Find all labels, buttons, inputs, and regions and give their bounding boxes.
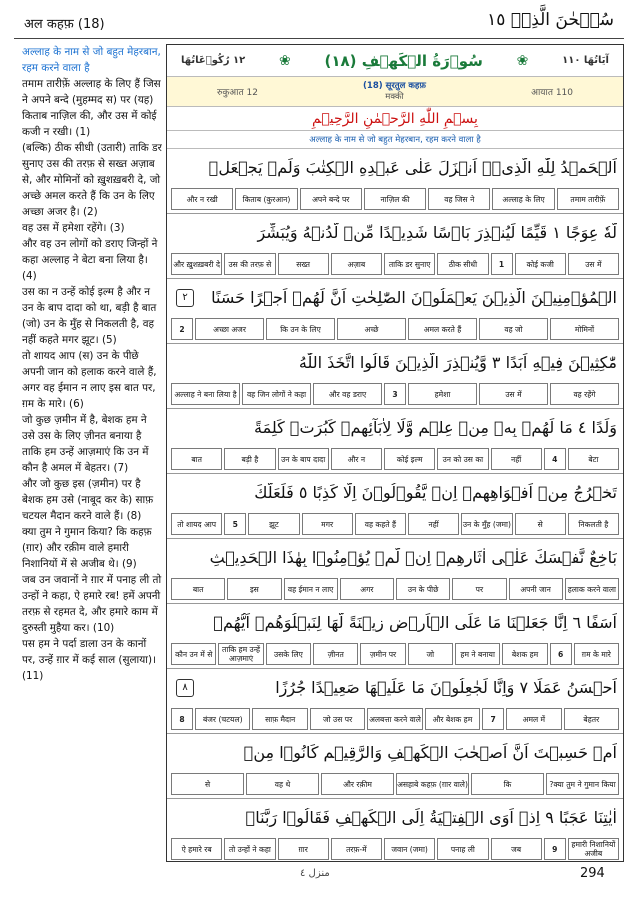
verse-block: [167, 799, 623, 862]
word-translation-row: [167, 381, 623, 408]
word-translation-row: [167, 836, 623, 862]
word-meaning-box: अपनी जान: [509, 578, 563, 600]
ayah-number-box: 3: [384, 383, 406, 405]
page-footer: [14, 866, 624, 888]
arabic-line: [167, 799, 623, 836]
arabic-line: [167, 539, 623, 576]
word-meaning-box: जवान (जमा): [384, 838, 435, 860]
word-meaning-box: तो उन्हों ने कहा: [224, 838, 275, 860]
word-meaning-box: नहीं: [491, 448, 542, 470]
arabic-text: تَخۡرُجُ مِنۡ اَفۡوَاهِهِمۡ اِنۡ يَّقُوۡلُوۡنَ اِلَّا كَذِبًا ٥ فَلَعَلَّكَ: [254, 483, 617, 502]
word-meaning-box: मोमिनों: [550, 318, 619, 340]
ayah-number-box: 6: [550, 643, 572, 665]
sura-subheading: [167, 77, 623, 107]
ayat-count-arabic: آيَاتُهَا ١١٠: [562, 55, 609, 66]
translation-paragraph: क्या तुम ने गुमान किया? कि कहफ़ (ग़ार) और रक़ीम वाले हमारी निशानियों में से अजीब थे। (9): [22, 526, 152, 570]
word-meaning-box: ताकि हम उन्हें आज़माएं: [218, 643, 263, 665]
word-meaning-box: उसके लिए: [266, 643, 311, 665]
word-meaning-box: बेहतर: [564, 708, 619, 730]
word-meaning-box: नाज़िल की: [364, 188, 426, 210]
word-meaning-box: बात: [171, 578, 225, 600]
arabic-line: [167, 344, 623, 381]
translation-paragraph: उस का न उन्हें कोई इल्म है और न उन के बाप दादा को था, बड़ी है बात (जो) उन के मुँह से निकलती है, वह नहीं कहते मगर झूट। (5): [22, 286, 157, 346]
word-meaning-box: अगर: [340, 578, 394, 600]
word-meaning-box: अमल करते हैं: [408, 318, 477, 340]
word-translation-row: [167, 576, 623, 603]
page-header: [14, 10, 624, 36]
arabic-text: اَحۡسَنُ عَمَلًا ٧ وَاِنَّا لَجٰعِلُوۡنَ مَا عَلَيۡهَا صَعِيۡدًا جُرُزًا: [275, 678, 617, 697]
arabic-line: [167, 214, 623, 251]
word-meaning-box: अपने बन्दे पर: [300, 188, 362, 210]
word-meaning-box: हलाक करने वाला: [565, 578, 619, 600]
word-meaning-box: अच्छा अजर: [195, 318, 264, 340]
word-meaning-box: असहाबे कहफ़ (ग़ार वाले): [396, 773, 469, 795]
translation-paragraph: वह उस में हमेशा रहेंगे। (3): [22, 222, 125, 234]
word-meaning-box: मगर: [302, 513, 353, 535]
arabic-text: اَسَفًا ٦ اِنَّا جَعَلۡنَا مَا عَلَی الۡاَرۡضِ زِيۡنَةً لَّهَا لِنَبۡلُوَهُمۡ اَيُّهُمۡ: [213, 613, 617, 632]
arabic-text: الۡمُؤۡمِنِيۡنَ الَّذِيۡنَ يَعۡمَلُوۡنَ الصّٰلِحٰتِ اَنَّ لَهُمۡ اَجۡرًا حَسَنًا: [211, 288, 617, 307]
translation-column: [22, 44, 162, 862]
word-meaning-box: पर: [452, 578, 506, 600]
word-meaning-box: बेटा: [568, 448, 619, 470]
ayah-number-box: 9: [544, 838, 566, 860]
word-translation-row: [167, 706, 623, 733]
translation-paragraph: और वह उन लोगों को डराए जिन्हों ने कहा अल्लाह ने बेटा बना लिया है। (4): [22, 238, 158, 282]
word-meaning-box: और बेशक हम: [425, 708, 480, 730]
word-meaning-box: वह कहते हैं: [355, 513, 406, 535]
verse-block: [167, 214, 623, 279]
word-meaning-box: तमाम तारीफ़ें: [557, 188, 619, 210]
arabic-line: [167, 734, 623, 771]
word-meaning-box: ज़मीन पर: [360, 643, 405, 665]
sura-heading: [167, 45, 623, 77]
word-translation-row: [167, 511, 623, 538]
arabic-text: اَلۡحَمۡدُ لِلّٰهِ الَّذِیۡۤ اَنۡزَلَ عَلٰی عَبۡدِهِ الۡكِتٰبَ وَلَمۡ يَجۡعَلۡ: [208, 158, 617, 177]
word-meaning-box: वह रहेंगे: [550, 383, 619, 405]
word-meaning-box: हम ने बनाया: [455, 643, 500, 665]
word-meaning-box: कौन उन में से: [171, 643, 216, 665]
arabic-line: [167, 279, 623, 316]
word-meaning-box: कि: [471, 773, 544, 795]
word-meaning-box: वह जिन लोगों ने कहा: [242, 383, 311, 405]
word-meaning-box: और वह डराए: [313, 383, 382, 405]
word-meaning-box: से: [515, 513, 566, 535]
para-ref-arabic: سُبۡحٰنَ الَّذِیۡ ١٥: [487, 10, 614, 30]
verse-block: [167, 734, 623, 799]
translation-paragraph: तो शायद आप (स) उन के पीछे अपनी जान को हलाक करने वाले हैं, अगर वह ईमान न लाए इस बात पर, ग़म के मारे। (6): [22, 350, 157, 410]
word-translation-row: [167, 186, 623, 213]
word-meaning-box: जब: [491, 838, 542, 860]
arabic-text: بَاخِعٌ نَّفۡسَكَ عَلٰۤی اٰثَارِهِمۡ اِنۡ لَّمۡ يُؤۡمِنُوۡا بِهٰذَا الۡحَدِيۡثِ: [209, 548, 617, 567]
verse-block: [167, 539, 623, 604]
ayah-end-marker: ٢: [176, 289, 194, 307]
word-meaning-box: ग़ार: [278, 838, 329, 860]
word-meaning-box: बात: [171, 448, 222, 470]
word-meaning-box: वह जिस ने: [428, 188, 490, 210]
page-number: 294: [580, 866, 605, 881]
sura-name-hindi: (18) सूरतुल कहफ़ मक्की: [363, 80, 426, 102]
manzil-label: منزل ٤: [300, 868, 330, 879]
ayah-number-box: 1: [491, 253, 513, 275]
word-meaning-box: अल्लाह ने बना लिया है: [171, 383, 240, 405]
arabic-line: [167, 669, 623, 706]
word-meaning-box: पनाह ली: [437, 838, 488, 860]
arabic-text: مّٰكِثِيۡنَ فِيۡهِ اَبَدًا ٣ وَّيُنۡذِرَ الَّذِيۡنَ قَالُوا اتَّخَذَ اللّٰهُ: [298, 353, 617, 372]
translation-paragraph: अल्लाह के नाम से जो बहुत मेहरबान, रहम करने वाला है: [22, 46, 161, 74]
star-icon: ❀: [516, 52, 529, 69]
bismillah-arabic: بِسۡمِ اللّٰهِ الرَّحۡمٰنِ الرَّحِيۡمِ: [167, 107, 623, 131]
arabic-text: اٰيٰتِنَا عَجَبًا ٩ اِذۡ اَوَی الۡفِتۡيَةُ اِلَی الۡكَهۡفِ فَقَالُوۡا رَبَّنَاۤ: [245, 808, 617, 827]
word-meaning-box: कोई कजी: [515, 253, 566, 275]
word-meaning-box: उस की तरफ़ से: [224, 253, 275, 275]
word-meaning-box: कोई इल्म: [384, 448, 435, 470]
word-meaning-box: निकलती है: [568, 513, 619, 535]
verse-block: [167, 279, 623, 344]
word-meaning-box: अज़ाब: [331, 253, 382, 275]
word-meaning-box: इस: [227, 578, 281, 600]
verse-lines: [167, 149, 623, 862]
word-meaning-box: ताकि डर सुनाए: [384, 253, 435, 275]
word-meaning-box: वह ईमान न लाए: [284, 578, 338, 600]
word-meaning-box: और न रखी: [171, 188, 233, 210]
ayah-number-box: 7: [482, 708, 504, 730]
arabic-text: لَّهٗ عِوَجًا ١ قَيِّمًا لِّيُنۡذِرَ بَاۡسًا شَدِيۡدًا مِّنۡ لَّدُنۡهُ وَيُبَشِّرَ: [257, 223, 617, 242]
word-translation-row: [167, 316, 623, 343]
verse-block: [167, 149, 623, 214]
word-meaning-box: उस में: [479, 383, 548, 405]
word-meaning-box: हमेशा: [408, 383, 477, 405]
verse-block: [167, 344, 623, 409]
word-meaning-box: से: [171, 773, 244, 795]
word-translation-row: [167, 641, 623, 668]
word-meaning-box: किताब (कुरआन): [235, 188, 297, 210]
word-meaning-box: अमल में: [506, 708, 561, 730]
ayah-number-box: 5: [224, 513, 246, 535]
sura-ref-hindi: अल कहफ़ (18): [24, 17, 105, 32]
word-meaning-box: बंजर (चटयल): [195, 708, 250, 730]
ayah-end-marker: ٨: [176, 679, 194, 697]
verse-block: [167, 409, 623, 474]
translation-paragraph: (बल्कि) ठीक सीधी (उतारी) ताकि डर सुनाए उस की तरफ़ से सख्त अज़ाब से, और मोमिनों को ख़ुशख़बरी दे, जो अच्छे अमल करते हैं कि उन के लिए अच्छा अजर है। (2): [22, 142, 162, 218]
word-meaning-box: उन के बाप दादा: [278, 448, 329, 470]
ayah-number-box: 8: [171, 708, 193, 730]
word-meaning-box: अच्छे: [337, 318, 406, 340]
word-meaning-box: बड़ी है: [224, 448, 275, 470]
word-meaning-box: और रक़ीम: [321, 773, 394, 795]
word-meaning-box: तरफ़-में: [331, 838, 382, 860]
word-meaning-box: साफ़ मैदान: [252, 708, 307, 730]
word-meaning-box: वह जो: [479, 318, 548, 340]
arabic-line: [167, 409, 623, 446]
translation-paragraph: जब उन जवानों ने ग़ार में पनाह ली तो उन्हों ने कहा, ऐ हमारे रब! हमें अपनी तरफ़ से रहमत दे, और हमारे काम में दुरुस्ती मुहैया कर। (10): [22, 574, 162, 634]
ayat-count-hindi: आयात 110: [531, 88, 573, 98]
word-meaning-box: तो शायद आप: [171, 513, 222, 535]
word-meaning-box: ग़म के मारे: [574, 643, 619, 665]
word-meaning-box: कि उन के लिए: [266, 318, 335, 340]
word-translation-row: [167, 771, 623, 798]
translation-paragraph: पस हम ने पर्दा डाला उन के कानों पर, उन्हें ग़ार में कई साल (सुलाया)। (11): [22, 638, 156, 682]
word-meaning-box: और ख़ुशख़बरी दे: [171, 253, 222, 275]
arabic-line: [167, 604, 623, 641]
word-meaning-box: उन के पीछे: [396, 578, 450, 600]
quran-panel: [166, 44, 624, 862]
word-meaning-box: क्या तुम ने गुमान किया?: [546, 773, 619, 795]
arabic-text: اَمۡ حَسِبۡتَ اَنَّ اَصۡحٰبَ الۡكَهۡفِ وَالرَّقِيۡمِ كَانُوۡا مِنۡ: [243, 743, 617, 762]
header-divider: [14, 38, 624, 39]
word-meaning-box: बेशक हम: [502, 643, 547, 665]
word-meaning-box: ज़ीनत: [313, 643, 358, 665]
word-meaning-box: और न: [331, 448, 382, 470]
word-translation-row: [167, 446, 623, 473]
word-translation-row: [167, 251, 623, 278]
bismillah-translation: अल्लाह के नाम से जो बहुत मेहरबान, रहम करने वाला है: [167, 131, 623, 149]
verse-block: [167, 669, 623, 734]
word-meaning-box: उस में: [568, 253, 619, 275]
word-meaning-box: ठीक सीधी: [437, 253, 488, 275]
ayah-number-box: 2: [171, 318, 193, 340]
sura-name-arabic: (١٨) سُوۡرَةُ الۡكَهۡفِ: [324, 51, 483, 70]
translation-paragraph: और जो कुछ इस (ज़मीन) पर है बेशक हम उसे (नाबूद कर के) साफ़ चटयल मैदान करने वाले हैं। (8): [22, 478, 154, 522]
word-meaning-box: वह थे: [246, 773, 319, 795]
translation-paragraph: तमाम तारीफ़ें अल्लाह के लिए हैं जिस ने अपने बन्दे (मुहम्मद स) पर (यह) किताब नाज़िल की, और उस में कोई कजी न रखी। (1): [22, 78, 161, 138]
arabic-line: [167, 149, 623, 186]
word-meaning-box: अल्लाह के लिए: [492, 188, 554, 210]
word-meaning-box: नहीं: [408, 513, 459, 535]
word-meaning-box: उन को उस का: [437, 448, 488, 470]
star-icon: ❀: [279, 52, 291, 69]
word-meaning-box: झूट: [248, 513, 299, 535]
word-meaning-box: ऐ हमारे रब: [171, 838, 222, 860]
ruku-count-hindi: रुकुआत 12: [217, 88, 258, 98]
ruku-count-arabic: ١٢ رُكُوۡعَاتُهَا: [181, 55, 246, 66]
verse-block: [167, 474, 623, 539]
arabic-line: [167, 474, 623, 511]
word-meaning-box: जो उस पर: [310, 708, 365, 730]
word-meaning-box: सख्त: [278, 253, 329, 275]
verse-block: [167, 604, 623, 669]
translation-paragraph: जो कुछ ज़मीन में है, बेशक हम ने उसे उस के लिए ज़ीनत बनाया है ताकि हम उन्हें आज़माएं कि उन में कौन है अमल में बेहतर। (7): [22, 414, 149, 474]
word-meaning-box: हमारी निशानियों अजीब: [568, 838, 619, 860]
ayah-number-box: 4: [544, 448, 566, 470]
word-meaning-box: जो: [408, 643, 453, 665]
word-meaning-box: उन के मुँह (जमा): [461, 513, 512, 535]
arabic-text: وَلَدًا ٤ مَا لَهُمۡ بِهٖ مِنۡ عِلۡمٍ وَّلَا لِاٰبَآئِهِمۡ كَبُرَتۡ كَلِمَةً: [254, 418, 617, 437]
word-meaning-box: अलबत्ता करने वाले: [367, 708, 422, 730]
